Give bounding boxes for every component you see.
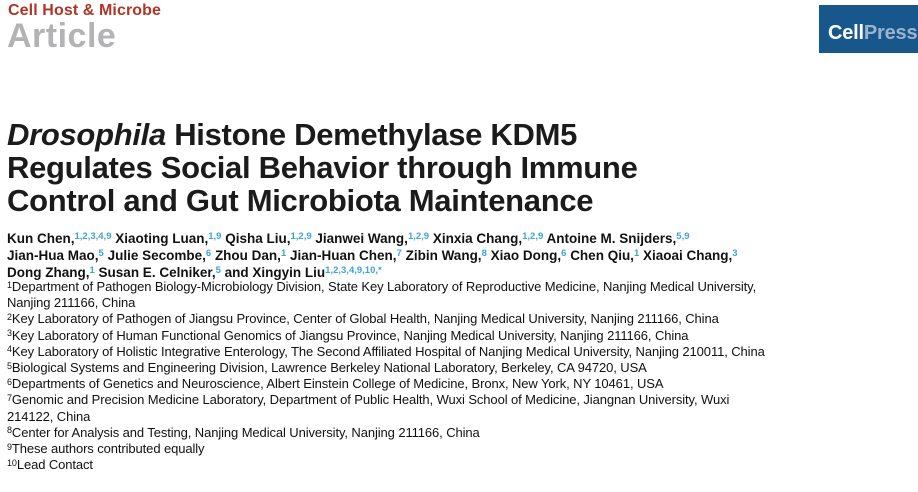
cellpress-logo-press: Press (863, 22, 918, 44)
author-superscript: 1,9 (208, 231, 222, 242)
author-line (7, 230, 907, 247)
affiliation-line: $^8$Center for Analysis and Testing, Nanjing Medical University, Nanjing 211166, China (7, 424, 480, 440)
author-superscript: 1,2,9 (522, 231, 544, 242)
author-superscript: 1,2,9 (407, 231, 430, 242)
affiliation-superscript: 4 (7, 344, 12, 355)
author-name: and Xingyin Liu (224, 265, 326, 280)
cellpress-logo-cell: Cell (828, 22, 864, 44)
author-superscript: 5,9 (676, 231, 690, 242)
journal-name: Cell Host & Microbe (8, 2, 162, 19)
author-name: Julie Secombe, (107, 248, 206, 263)
author-superscript: 1,2,9 (290, 231, 312, 242)
author-superscript: 7 (396, 248, 402, 259)
affiliation-line: $^1$Department of Pathogen Biology-Microbiology Division, State Key Laboratory of Reproductive Medicine, Nanjing Medical University, (7, 279, 757, 294)
author-name: Xiaoting Luan, (115, 231, 209, 246)
author-name: Kun Chen, (7, 231, 75, 246)
article-type-label: Article (7, 17, 117, 55)
article-title-italic-species: Drosophila (7, 117, 166, 152)
affiliation-line: $^5$Biological Systems and Engineering Division, Lawrence Berkeley National Laboratory, Berkeley, CA 94720, USA (7, 360, 647, 376)
article-title-rest: Histone Demethylase KDM5 Regulates Social Behavior through Immune Control and Gut Microbiota Maintenance (7, 117, 638, 218)
cellpress-logo-text (828, 22, 917, 45)
affiliation-line: $^9$These authors contributed equally (7, 441, 205, 457)
affiliation-superscript: 1 (7, 279, 12, 290)
author-name: Zhou Dan, (214, 248, 281, 263)
author-name: Susan E. Celniker, (98, 265, 216, 280)
author-name: Chen Qiu, (570, 248, 634, 263)
affiliation-line: $^6$Departments of Genetics and Neuroscience, Albert Einstein College of Medicine, Bronx, New York, NY 10461, USA (7, 376, 664, 392)
author-name: Jianwei Wang, (315, 231, 408, 246)
author-superscript: 1,2,3,4,9,10,* (325, 265, 382, 276)
affiliation-line: $^3$Key Laboratory of Human Functional Genomics of Jiangsu Province, Nanjing Medical University, Nanjing 211166, China (7, 327, 689, 343)
affiliation-superscript: 5 (7, 360, 12, 371)
author-name: Xiao Dong, (490, 248, 562, 263)
affiliation-line: 214122, China (7, 408, 91, 424)
author-name: Jian-Hua Mao, (7, 248, 99, 263)
author-superscript: 5 (98, 248, 104, 259)
author-superscript: 1 (280, 248, 287, 259)
author-name: Dong Zhang, (7, 265, 90, 280)
author-name: Antoine M. Snijders, (546, 231, 677, 246)
author-superscript: 1 (89, 265, 95, 276)
affiliation-superscript: 7 (7, 392, 12, 403)
affiliation-superscript: 3 (7, 328, 12, 339)
affiliation-line: $^2$Key Laboratory of Pathogen of Jiangsu Province, Center of Global Health, Nanjing Medical University, Nanjing 211166, China (7, 311, 719, 327)
author-superscript: 6 (561, 248, 567, 259)
affiliation-list (7, 279, 912, 473)
author-superscript: 5 (215, 265, 221, 276)
author-superscript: 6 (205, 248, 212, 259)
author-name: Zibin Wang, (405, 248, 482, 263)
author-superscript: 8 (481, 248, 487, 259)
cellpress-logo (819, 5, 918, 53)
author-superscript: 1,2,3,4,9 (74, 231, 112, 242)
affiliation-superscript: 6 (7, 376, 12, 387)
affiliation-line: $^4$Key Laboratory of Holistic Integrative Enterology, The Second Affiliated Hospital of Nanjing Medical University, Nanjing 210011, China (7, 343, 765, 359)
affiliation-line: Nanjing 211166, China (7, 295, 136, 311)
affiliation-superscript: 9 (7, 441, 12, 452)
author-name: Xiaoai Chang, (643, 248, 733, 263)
affiliation-superscript: 2 (7, 311, 12, 322)
affiliation-superscript: 10 (7, 457, 17, 468)
author-name: Jian-Huan Chen, (290, 248, 397, 263)
article-title (7, 118, 719, 217)
affiliation-line: $^7$Genomic and Precision Medicine Laboratory, Department of Public Health, Wuxi School of Medicine, Jiangnan University, Wuxi (7, 392, 730, 408)
affiliation-superscript: 8 (7, 425, 12, 436)
author-name: Qisha Liu, (225, 231, 291, 246)
author-name: Xinxia Chang, (432, 231, 523, 246)
author-superscript: 3 (732, 248, 738, 259)
author-superscript: 1 (633, 248, 640, 259)
author-line (7, 247, 907, 264)
author-list (7, 230, 907, 281)
affiliation-line: $^{10}$Lead Contact (7, 457, 93, 473)
